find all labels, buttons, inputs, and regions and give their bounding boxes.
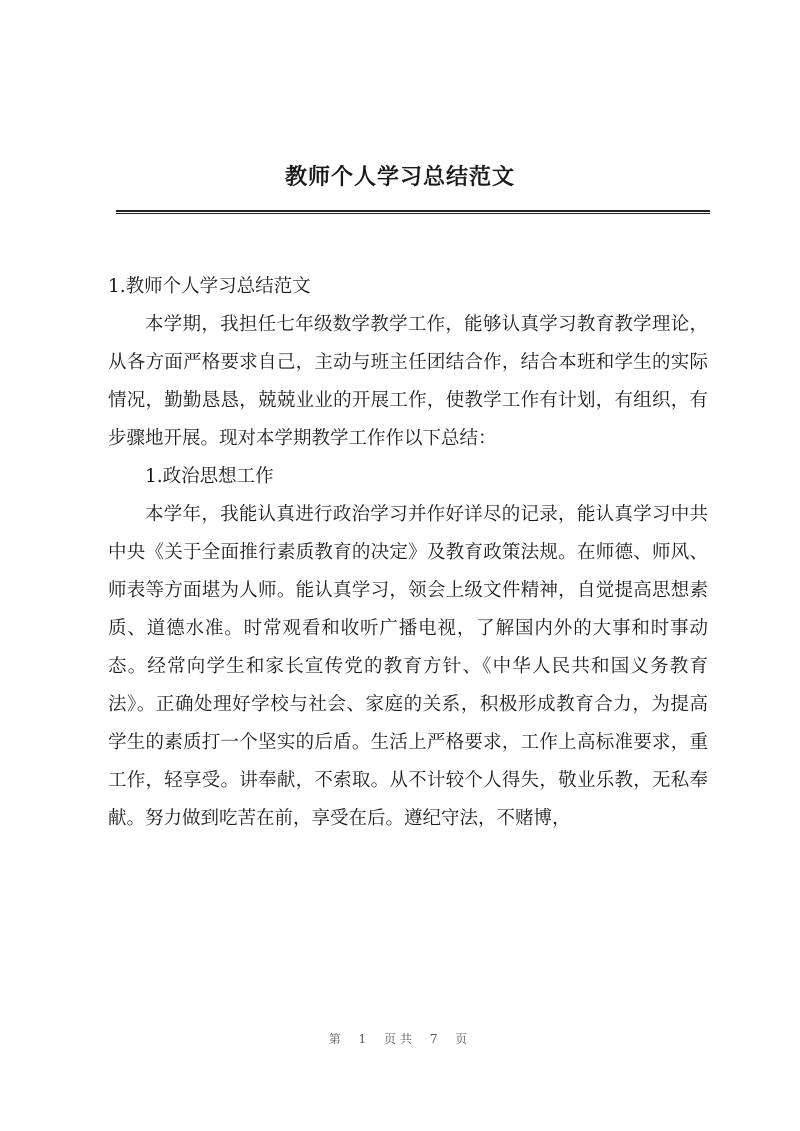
- page-number-footer: 第 1 页共 7 页: [328, 1032, 472, 1046]
- political-work-paragraph: 本学年，我能认真进行政治学习并作好详尽的记录，能认真学习中共中央《关于全面推行素质教育的决定》及教育政策法规。在师德、师风、师表等方面堪为人师。能认真学习，领会上级文件精神，自觉提高思想素质、道德水准。时常观看和收听广播电视，了解国内外的大事和时事动态。经常向学生和家长宣传党的教育方针、《中华人民共和国义务教育法》。正确处理好学校与社会、家庭的关系，积极形成教育合力，为提高学生的素质打一个坚实的后盾。生活上严格要求，工作上高标准要求，重工作，轻享受。讲奉献，不索取。从不计较个人得失，敬业乐教，无私奉献。努力做到吃苦在前，享受在后。遵纪守法，不赌博，: [108, 504, 708, 829]
- title-underline: [116, 210, 710, 214]
- document-body: [108, 268, 708, 838]
- subsection-heading: 1.政治思想工作: [145, 466, 274, 487]
- section-heading: 1.教师个人学习总结范文: [108, 276, 311, 297]
- document-title: 教师个人学习总结范文: [284, 164, 515, 190]
- intro-paragraph: 本学期，我担任七年级数学教学工作，能够认真学习教育教学理论，从各方面严格要求自己，主动与班主任团结合作，结合本班和学生的实际情况，勤勤恳恳，兢兢业业的开展工作，使教学工作有计划，有组织，有步骤地开展。现对本学期教学工作作以下总结：: [108, 314, 708, 449]
